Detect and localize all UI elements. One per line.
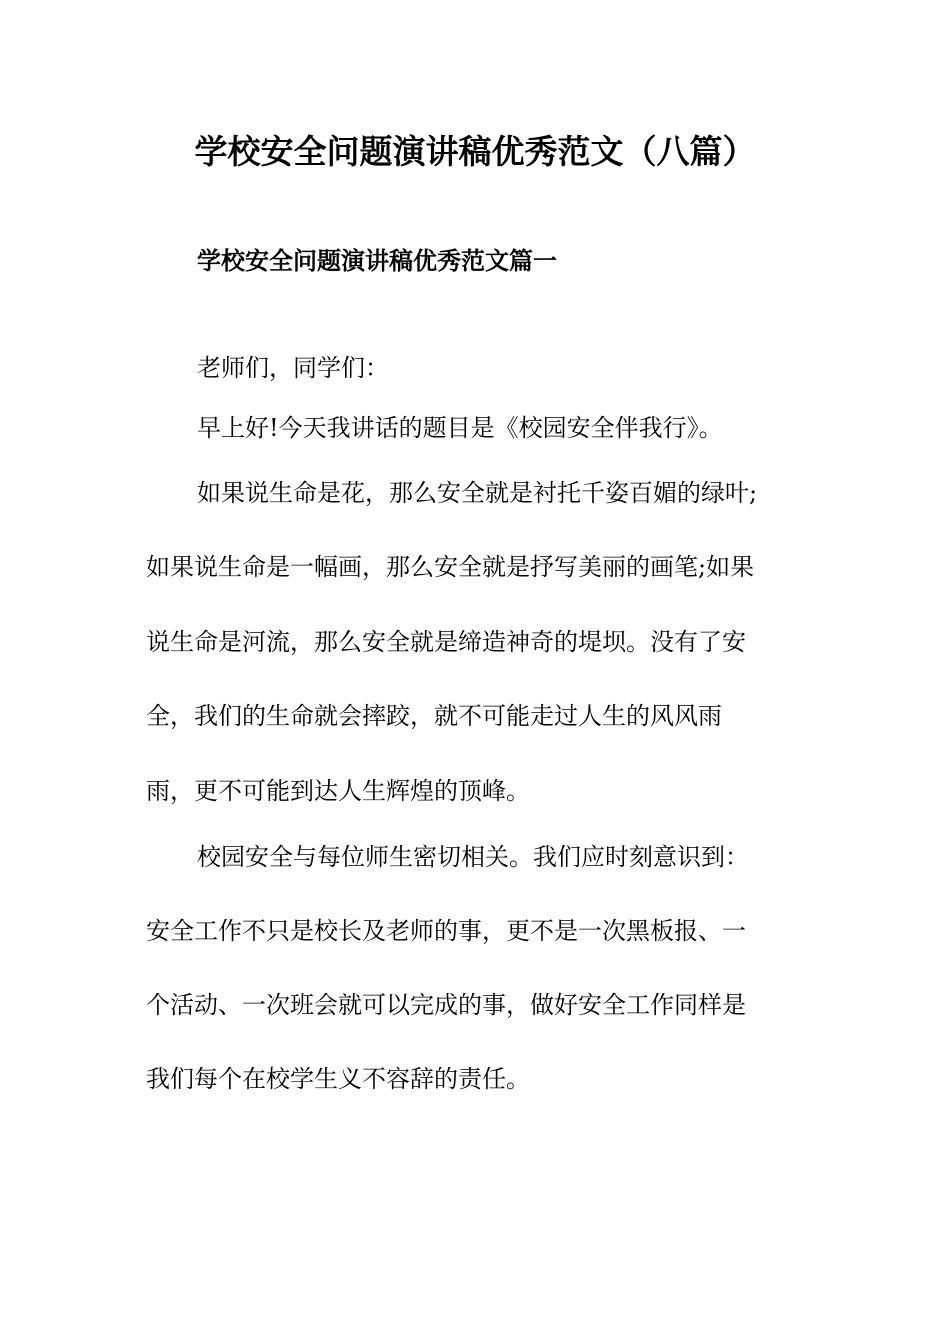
section-heading: 学校安全问题演讲稿优秀范文篇一: [197, 247, 557, 275]
paragraph-line: 我们每个在校学生义不容辞的责任。: [146, 1065, 530, 1093]
paragraph-line: 如果说生命是花，那么安全就是衬托千姿百媚的绿叶;: [197, 479, 758, 507]
paragraph-line: 如果说生命是一幅画，那么安全就是抒写美丽的画笔;如果: [146, 553, 755, 581]
document-title: 学校安全问题演讲稿优秀范文（八篇）: [194, 132, 756, 171]
paragraph-line: 早上好!今天我讲话的题目是《校园安全伴我行》。: [197, 414, 723, 442]
paragraph-line: 老师们，同学们：: [197, 354, 389, 382]
paragraph-line: 全，我们的生命就会摔跤，就不可能走过人生的风风雨: [146, 702, 722, 730]
paragraph-line: 雨，更不可能到达人生辉煌的顶峰。: [146, 777, 530, 805]
paragraph-line: 校园安全与每位师生密切相关。我们应时刻意识到：: [197, 843, 749, 871]
paragraph-line: 说生命是河流，那么安全就是缔造神奇的堤坝。没有了安: [146, 628, 746, 656]
paragraph-line: 个活动、一次班会就可以完成的事，做好安全工作同样是: [146, 991, 746, 1019]
paragraph-line: 安全工作不只是校长及老师的事，更不是一次黑板报、一: [146, 917, 746, 945]
